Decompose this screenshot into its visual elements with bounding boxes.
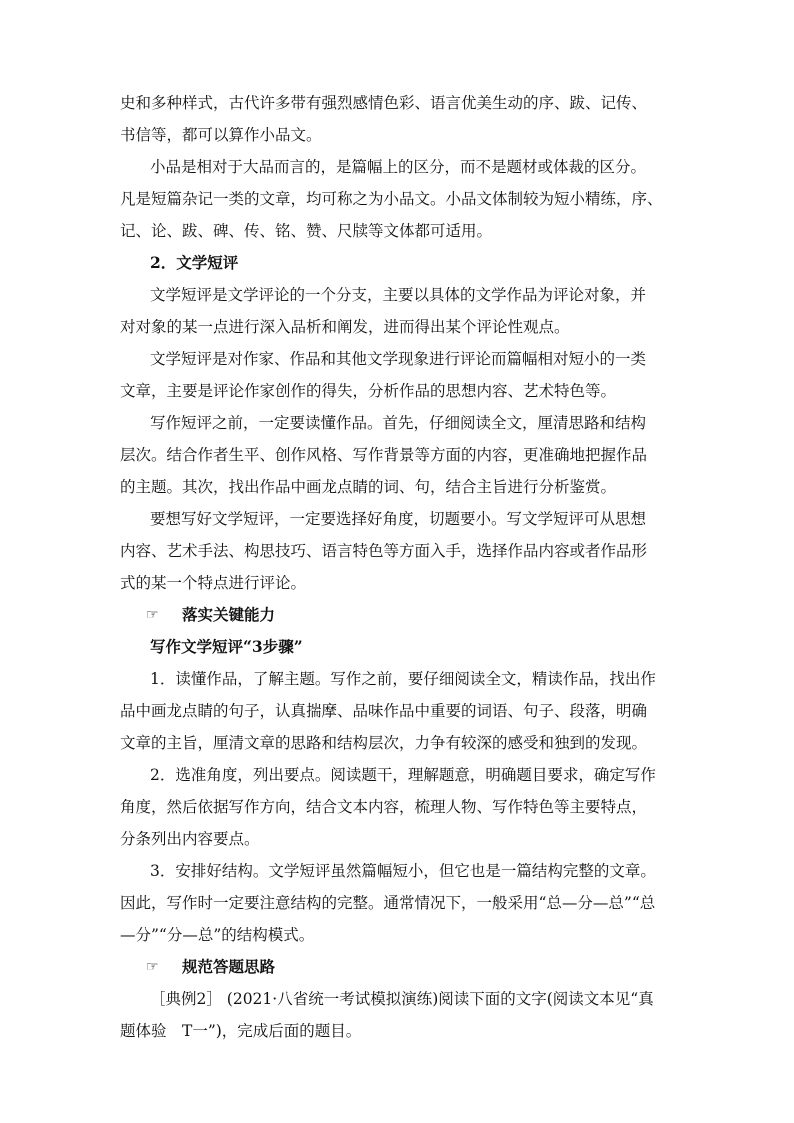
text-line-11: 写作短评之前，一定要读懂作品。首先，仔细阅读全文，厘清思路和结构	[150, 414, 647, 432]
text-line-14: 要想写好文学短评，一定要选择好角度，切题要小。写文学短评可从思想	[150, 510, 647, 528]
text-line-7: 文学短评是文学评论的一个分支，主要以具体的文学作品为评论对象，并	[150, 286, 647, 304]
section-heading-key-ability: 落实关键能力	[182, 605, 276, 624]
example-line-1: ［典例2］ (2021·八省统一考试模拟演练)阅读下面的文字(阅读文本见“真	[150, 990, 654, 1008]
step-line-6: 分条列出内容要点。	[120, 830, 260, 848]
example-line-2: 题体验 T一”)，完成后面的题目。	[120, 1022, 362, 1040]
subtitle-three-steps: 写作文学短评“3步骤”	[150, 637, 303, 656]
text-line-9: 文学短评是对作家、作品和其他文学现象进行评论而篇幅相对短小的一类	[150, 350, 647, 368]
text-line-13: 的主题。其次，找出作品中画龙点睛的词、句，结合主旨进行分析鉴赏。	[120, 478, 617, 496]
step-line-8: 因此，写作时一定要注意结构的完整。通常情况下，一般采用“总—分—总”“总	[120, 894, 656, 912]
step-line-4: 2．选准角度，列出要点。阅读题干，理解题意，明确题目要求，确定写作	[150, 766, 656, 784]
text-line-2: 书信等，都可以算作小品文。	[120, 126, 322, 144]
step-line-1: 1．读懂作品，了解主题。写作之前，要仔细阅读全文，精读作品，找出作	[150, 670, 656, 688]
step-line-2: 品中画龙点睛的句子，认真揣摩、品味作品中重要的词语、句子、段落，明确	[120, 702, 648, 720]
text-line-3: 小品是相对于大品而言的，是篇幅上的区分，而不是题材或体裁的区分。	[150, 158, 647, 176]
text-line-4: 凡是短篇杂记一类的文章，均可称之为小品文。小品文体制较为短小精练，序、	[120, 190, 663, 208]
text-line-15: 内容、艺术手法、构思技巧、语言特色等方面入手，选择作品内容或者作品形	[120, 542, 648, 560]
text-line-12: 层次。结合作者生平、创作风格、写作背景等方面的内容，更准确地把握作品	[120, 446, 648, 464]
step-line-9: —分”“分—总”的结构模式。	[120, 926, 315, 944]
text-line-1: 史和多种样式，古代许多带有强烈感情色彩、语言优美生动的序、跋、记传、	[120, 94, 648, 112]
text-line-8: 对对象的某一点进行深入品析和阐发，进而得出某个评论性观点。	[120, 318, 570, 336]
text-line-10: 文章，主要是评论作家创作的得失，分析作品的思想内容、艺术特色等。	[120, 382, 617, 400]
text-line-16: 式的某一个特点进行评论。	[120, 574, 307, 592]
step-line-7: 3．安排好结构。文学短评虽然篇幅短小，但它也是一篇结构完整的文章。	[150, 862, 656, 880]
pointing-hand-icon: ☞	[146, 607, 159, 623]
section-heading-literary-review: 2．文学短评	[150, 253, 239, 272]
step-line-3: 文章的主旨，厘清文章的思路和结构层次，力争有较深的感受和独到的发现。	[120, 734, 648, 752]
step-line-5: 角度，然后依据写作方向，结合文本内容，梳理人物、写作特色等主要特点，	[120, 798, 648, 816]
text-line-5: 记、论、跋、碑、传、铭、赞、尺牍等文体都可适用。	[120, 222, 493, 240]
section-heading-answer-approach: 规范答题思路	[182, 957, 276, 976]
pointing-hand-icon: ☞	[146, 959, 159, 975]
